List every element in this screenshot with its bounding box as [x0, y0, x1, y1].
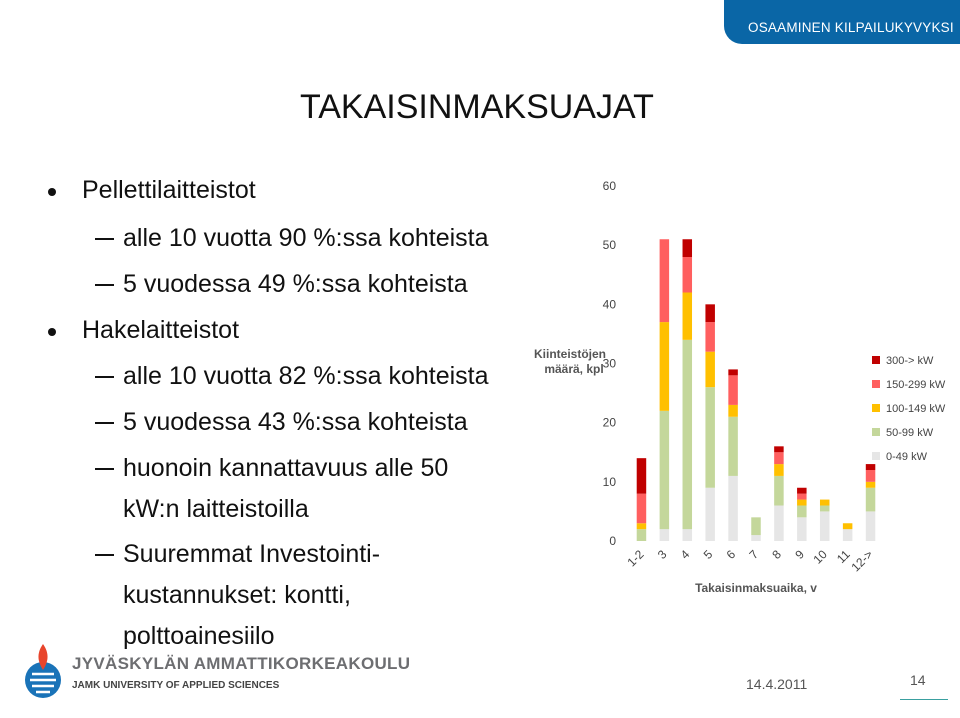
- legend-swatch: [872, 452, 880, 460]
- bar-segment: [705, 322, 715, 352]
- bar-segment: [660, 322, 670, 411]
- bar-segment: [683, 239, 693, 257]
- bar-segment: [866, 511, 876, 541]
- jamk-logo: [18, 640, 411, 710]
- profitability-line1: huonoin kannattavuus alle 50: [123, 454, 449, 482]
- y-tick-label: 10: [602, 474, 616, 489]
- bar-segment: [705, 352, 715, 388]
- y-tick-label: 30: [602, 356, 616, 371]
- bar-segment: [843, 529, 853, 541]
- x-tick-label: 10: [810, 547, 830, 567]
- jamk-emblem-icon: [20, 640, 66, 702]
- slide-title: TAKAISINMAKSUAJAT: [300, 88, 654, 126]
- bullet-pellet: Pellettilaitteistot: [82, 176, 256, 204]
- bar-segment: [820, 506, 830, 512]
- logo-line1: JYVÄSKYLÄN AMMATTIKORKEAKOULU: [72, 654, 411, 673]
- subbullet-pellet-10y: alle 10 vuotta 90 %:ssa kohteista: [123, 218, 489, 259]
- legend-label: 300-> kW: [886, 355, 934, 367]
- logo-line2: JAMK UNIVERSITY OF APPLIED SCIENCES: [72, 680, 280, 691]
- bar-segment: [774, 506, 784, 542]
- bar-segment: [820, 511, 830, 541]
- legend-swatch: [872, 404, 880, 412]
- subbullet-hake-costs: [123, 534, 380, 657]
- legend-swatch: [872, 356, 880, 364]
- y-tick-label: 20: [602, 415, 616, 430]
- legend-label: 100-149 kW: [886, 403, 946, 415]
- x-tick-label: 12->: [848, 547, 876, 575]
- bar-segment: [751, 535, 761, 541]
- legend-swatch: [872, 380, 880, 388]
- bar-segment: [637, 523, 647, 529]
- bar-segment: [797, 517, 807, 541]
- bar-segment: [660, 411, 670, 529]
- slogan-badge: [724, 0, 960, 44]
- bar-segment: [705, 304, 715, 322]
- profitability-line2: kW:n laitteistoilla: [123, 495, 309, 523]
- bar-segment: [705, 488, 715, 541]
- bar-segment: [797, 488, 807, 494]
- bar-segment: [866, 464, 876, 470]
- costs-line2: kustannukset: kontti,: [123, 581, 351, 609]
- bar-segment: [637, 494, 647, 524]
- bar-segment: [751, 517, 761, 535]
- x-axis-label: Takaisinmaksuaika, v: [695, 581, 817, 595]
- bar-segment: [728, 417, 738, 476]
- x-tick-label: 6: [723, 547, 739, 562]
- legend-label: 0-49 kW: [886, 451, 927, 463]
- y-tick-label: 50: [602, 238, 616, 253]
- x-tick-label: 1-2: [624, 547, 647, 570]
- bar-segment: [683, 340, 693, 529]
- bar-segment: [728, 369, 738, 375]
- subbullet-pellet-5y: 5 vuodessa 49 %:ssa kohteista: [123, 264, 468, 305]
- bar-segment: [705, 387, 715, 488]
- costs-line1: Suuremmat Investointi-: [123, 540, 381, 568]
- footer-page-number: [900, 672, 948, 700]
- bar-segment: [683, 293, 693, 340]
- y-tick-label: 0: [609, 534, 616, 548]
- x-tick-label: 11: [834, 547, 853, 566]
- y-axis-label-line2: määrä, kpl: [544, 362, 604, 376]
- bar-segment: [637, 529, 647, 541]
- bar-segment: [797, 506, 807, 518]
- x-tick-label: 5: [700, 547, 716, 562]
- bar-segment: [774, 452, 784, 464]
- bar-segment: [774, 446, 784, 452]
- x-tick-label: 7: [746, 547, 762, 562]
- y-tick-label: 60: [602, 179, 616, 193]
- bar-segment: [660, 239, 670, 322]
- y-tick-label: 40: [602, 297, 616, 312]
- subbullet-hake-10y: alle 10 vuotta 82 %:ssa kohteista: [123, 356, 489, 397]
- bar-segment: [637, 458, 647, 494]
- bar-segment: [683, 529, 693, 541]
- bar-segment: [774, 464, 784, 476]
- bullet-hake: Hakelaitteistot: [82, 316, 240, 344]
- x-tick-label: 3: [654, 547, 670, 562]
- bar-segment: [866, 482, 876, 488]
- legend-swatch: [872, 428, 880, 436]
- page-number: 14: [910, 672, 926, 688]
- subbullet-hake-profitability: [123, 448, 448, 530]
- bar-segment: [820, 500, 830, 506]
- y-axis-label-line1: Kiinteistöjen: [533, 347, 607, 361]
- legend-label: 150-299 kW: [886, 379, 946, 391]
- bar-segment: [797, 494, 807, 500]
- badge-text: OSAAMINEN KILPAILUKYVYKSI: [748, 20, 954, 35]
- costs-line3: polttoainesiilo: [123, 622, 275, 650]
- legend-label: 50-99 kW: [886, 427, 934, 439]
- bar-segment: [774, 476, 784, 506]
- x-tick-label: 4: [677, 547, 693, 562]
- bar-segment: [797, 500, 807, 506]
- bar-segment: [866, 488, 876, 512]
- bar-segment: [728, 375, 738, 405]
- footer-date: 14.4.2011: [746, 676, 808, 692]
- subbullet-hake-5y: 5 vuodessa 43 %:ssa kohteista: [123, 402, 468, 443]
- x-tick-label: 9: [792, 547, 807, 562]
- bar-segment: [728, 405, 738, 417]
- bar-segment: [660, 529, 670, 541]
- x-tick-label: 8: [769, 547, 785, 562]
- payback-chart: [520, 168, 960, 608]
- bar-segment: [728, 476, 738, 541]
- bar-segment: [866, 470, 876, 482]
- bar-segment: [683, 257, 693, 293]
- bar-segment: [843, 523, 853, 529]
